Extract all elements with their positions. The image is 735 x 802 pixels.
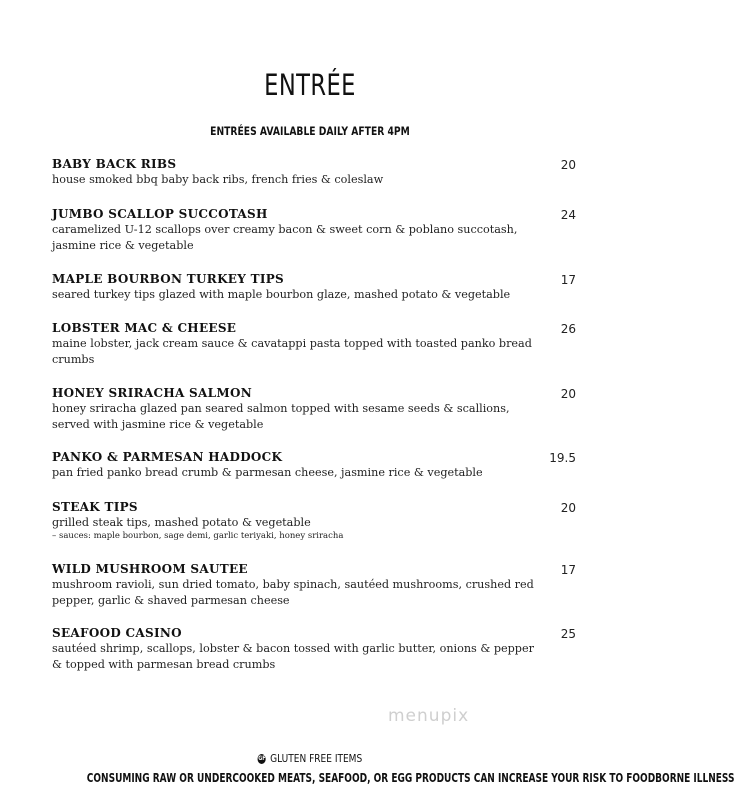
item-description: mushroom ravioli, sun dried tomato, baby spinach, sautéed mushrooms, crushed red pepper, garlic & shaved parmesan cheese bbox=[52, 578, 534, 607]
item-name: LOBSTER MAC & CHEESE bbox=[52, 321, 237, 335]
menu-item bbox=[52, 386, 592, 432]
item-name: JUMBO SCALLOP SUCCOTASH bbox=[52, 207, 268, 221]
item-description: house smoked bbq baby back ribs, french fries & coleslaw bbox=[52, 173, 384, 186]
item-price: 20 bbox=[560, 158, 576, 172]
item-name: SEAFOOD CASINO bbox=[52, 626, 182, 640]
menu-item bbox=[52, 450, 592, 481]
menu-item bbox=[52, 562, 592, 608]
item-price: 20 bbox=[560, 501, 576, 515]
page-subtitle: ENTRÉES AVAILABLE DAILY AFTER 4PM bbox=[210, 124, 410, 138]
menu-item bbox=[52, 157, 592, 188]
menu-item bbox=[52, 626, 592, 672]
item-description: caramelized U-12 scallops over creamy bacon & sweet corn & poblano succotash, jasmine rice & vegetable bbox=[52, 223, 518, 252]
gluten-free-icon: GF bbox=[258, 755, 266, 762]
menu-item bbox=[52, 500, 592, 542]
item-price: 17 bbox=[560, 563, 576, 577]
watermark: menupix bbox=[388, 706, 470, 726]
item-name: MAPLE BOURBON TURKEY TIPS bbox=[52, 272, 285, 286]
item-name: WILD MUSHROOM SAUTEE bbox=[52, 562, 248, 576]
item-name: PANKO & PARMESAN HADDOCK bbox=[52, 450, 283, 464]
item-price: 24 bbox=[560, 208, 576, 222]
item-description: pan fried panko bread crumb & parmesan cheese, jasmine rice & vegetable bbox=[52, 466, 483, 479]
item-name: STEAK TIPS bbox=[52, 500, 138, 514]
gluten-free-label: GLUTEN FREE ITEMS bbox=[270, 752, 363, 765]
item-price: 26 bbox=[560, 322, 576, 336]
menu-item bbox=[52, 272, 592, 303]
menu-item bbox=[52, 207, 592, 253]
gluten-free-legend bbox=[56, 752, 564, 765]
item-name: BABY BACK RIBS bbox=[52, 157, 177, 171]
item-price: 19.5 bbox=[549, 451, 576, 465]
item-description: grilled steak tips, mashed potato & vegetable bbox=[52, 516, 311, 529]
item-description: seared turkey tips glazed with maple bourbon glaze, mashed potato & vegetable bbox=[52, 288, 511, 301]
item-description: honey sriracha glazed pan seared salmon topped with sesame seeds & scallions, served with jasmine rice & vegetable bbox=[52, 402, 510, 431]
item-price: 25 bbox=[560, 627, 576, 641]
item-sauce-note: – sauces: maple bourbon, sage demi, garlic teriyaki, honey sriracha bbox=[52, 530, 344, 541]
item-name: HONEY SRIRACHA SALMON bbox=[52, 386, 252, 400]
item-price: 17 bbox=[560, 273, 576, 287]
item-description: sautéed shrimp, scallops, lobster & bacon tossed with garlic butter, onions & pepper & topped with parmesan bread crumbs bbox=[52, 642, 534, 671]
foodborne-illness-warning: CONSUMING RAW OR UNDERCOOKED MEATS, SEAFOOD, OR EGG PRODUCTS CAN INCREASE YOUR RISK TO FOODBORNE ILLNESS bbox=[86, 770, 735, 785]
item-description: maine lobster, jack cream sauce & cavatappi pasta topped with toasted panko bread crumbs bbox=[52, 337, 532, 366]
menu-item bbox=[52, 321, 592, 367]
page-title: ENTRÉE bbox=[264, 68, 356, 102]
item-price: 20 bbox=[560, 387, 576, 401]
